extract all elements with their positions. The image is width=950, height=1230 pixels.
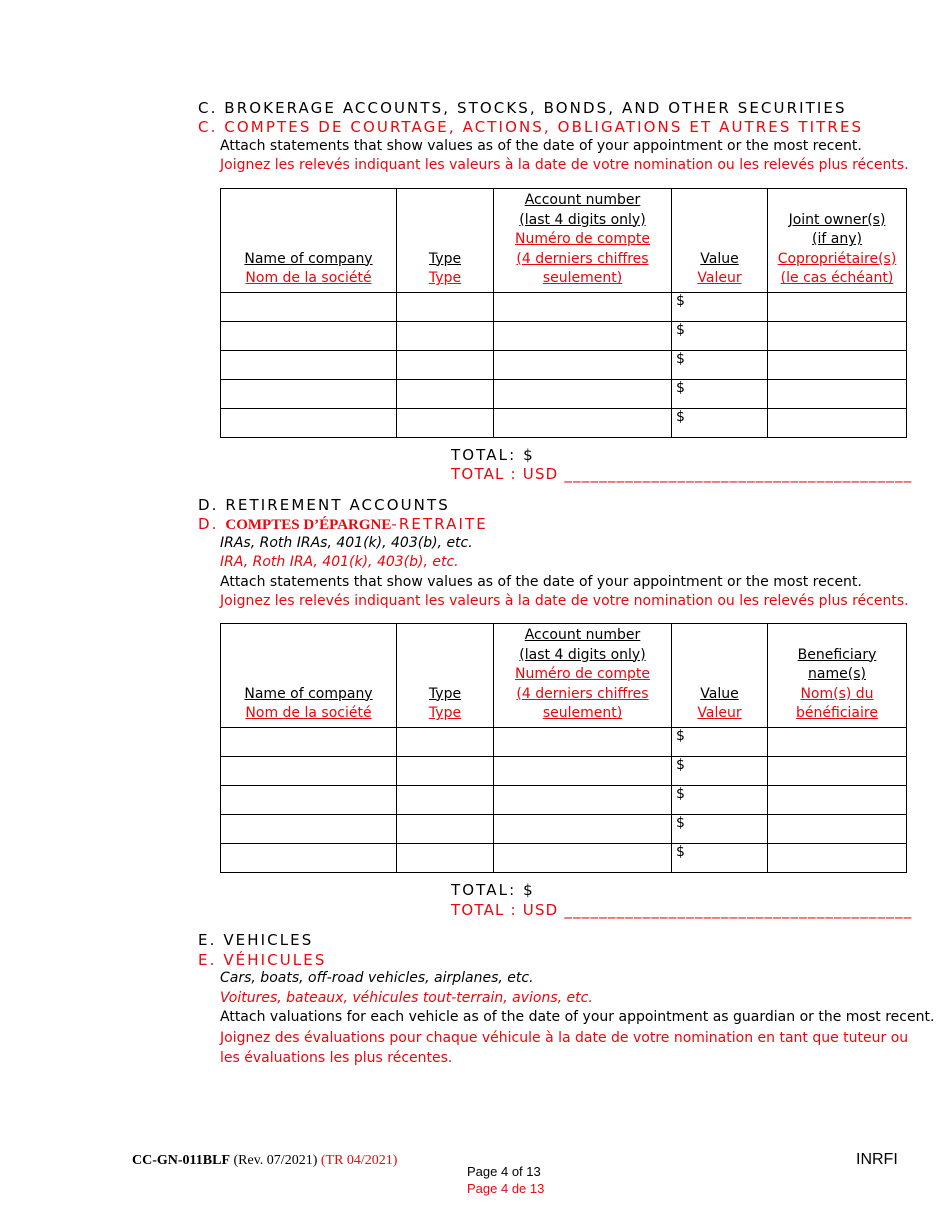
table-row bbox=[221, 757, 907, 786]
company-cell[interactable] bbox=[221, 293, 397, 322]
type-cell[interactable] bbox=[397, 844, 494, 873]
table-row bbox=[221, 351, 907, 380]
account-cell[interactable] bbox=[494, 757, 672, 786]
col-type bbox=[397, 189, 494, 293]
table-row bbox=[221, 815, 907, 844]
table-row bbox=[221, 322, 907, 351]
header-label-fr: seulement) bbox=[542, 270, 623, 287]
section-d-total-fr[interactable]: TOTAL : USD ________________________________________ bbox=[451, 901, 913, 919]
company-cell[interactable] bbox=[221, 409, 397, 438]
type-cell[interactable] bbox=[397, 728, 494, 757]
section-c-instructions: Attach statements that show values as of the date of your appointment or the most recent. bbox=[220, 138, 862, 154]
section-e-examples-fr: Voitures, bateaux, véhicules tout-terrain, avions, etc. bbox=[220, 990, 593, 1006]
section-d-instructions-fr: Joignez les relevés indiquant les valeurs à la date de votre nomination ou les relevés plus récents. bbox=[220, 593, 909, 609]
section-d-title-fr bbox=[198, 515, 488, 534]
header-label: Value bbox=[700, 685, 739, 702]
header-label-fr: (4 derniers chiffres bbox=[516, 685, 649, 702]
beneficiary-cell[interactable] bbox=[768, 815, 907, 844]
beneficiary-cell[interactable] bbox=[768, 757, 907, 786]
section-c-title: C. BROKERAGE ACCOUNTS, STOCKS, BONDS, AND OTHER SECURITIES bbox=[198, 99, 847, 117]
form-number: CC-GN-011BLF bbox=[132, 1153, 230, 1168]
value-cell[interactable]: $ bbox=[672, 844, 768, 873]
header-label: (last 4 digits only) bbox=[519, 211, 646, 228]
account-cell[interactable] bbox=[494, 844, 672, 873]
section-e-title: E. VEHICLES bbox=[198, 931, 314, 949]
header-label: Name of company bbox=[244, 685, 373, 702]
col-type bbox=[397, 624, 494, 728]
company-cell[interactable] bbox=[221, 380, 397, 409]
col-account-number bbox=[494, 189, 672, 293]
account-cell[interactable] bbox=[494, 728, 672, 757]
header-label-fr: Nom de la société bbox=[245, 270, 372, 287]
company-cell[interactable] bbox=[221, 728, 397, 757]
header-label-fr: Numéro de compte bbox=[515, 231, 650, 248]
company-cell[interactable] bbox=[221, 351, 397, 380]
section-e-title-fr: E. VÉHICULES bbox=[198, 951, 327, 969]
header-label-fr: bénéficiaire bbox=[796, 705, 878, 722]
section-d-instructions: Attach statements that show values as of the date of your appointment or the most recent. bbox=[220, 574, 862, 590]
type-cell[interactable] bbox=[397, 293, 494, 322]
value-cell[interactable]: $ bbox=[672, 786, 768, 815]
header-label-fr: Numéro de compte bbox=[515, 666, 650, 683]
account-cell[interactable] bbox=[494, 351, 672, 380]
company-cell[interactable] bbox=[221, 844, 397, 873]
beneficiary-cell[interactable] bbox=[768, 844, 907, 873]
page-number: Page 4 of 13 bbox=[467, 1164, 541, 1179]
header-label-fr: Nom(s) du bbox=[800, 685, 874, 702]
type-cell[interactable] bbox=[397, 757, 494, 786]
col-value bbox=[672, 624, 768, 728]
type-cell[interactable] bbox=[397, 786, 494, 815]
header-label: Account number bbox=[524, 192, 641, 209]
value-cell[interactable]: $ bbox=[672, 815, 768, 844]
title-bold: COMPTES D’ÉPARGNE bbox=[225, 517, 392, 533]
joint-owner-cell[interactable] bbox=[768, 380, 907, 409]
header-label: Name of company bbox=[244, 250, 373, 267]
section-d-examples-fr: IRA, Roth IRA, 401(k), 403(b), etc. bbox=[220, 554, 459, 570]
value-cell[interactable]: $ bbox=[672, 380, 768, 409]
title-suffix: -RETRAITE bbox=[391, 515, 488, 533]
table-header-row bbox=[221, 624, 907, 728]
type-cell[interactable] bbox=[397, 409, 494, 438]
header-label: Account number bbox=[524, 627, 641, 644]
header-label-fr: Nom de la société bbox=[245, 705, 372, 722]
section-e-examples: Cars, boats, off-road vehicles, airplanes, etc. bbox=[220, 970, 534, 986]
header-label-fr: Valeur bbox=[697, 705, 742, 722]
type-cell[interactable] bbox=[397, 815, 494, 844]
brokerage-accounts-table bbox=[220, 188, 907, 438]
col-account-number bbox=[494, 624, 672, 728]
account-cell[interactable] bbox=[494, 786, 672, 815]
table-row bbox=[221, 409, 907, 438]
value-cell[interactable]: $ bbox=[672, 757, 768, 786]
type-cell[interactable] bbox=[397, 351, 494, 380]
page-number-fr: Page 4 de 13 bbox=[467, 1181, 545, 1196]
col-value bbox=[672, 189, 768, 293]
header-label: Type bbox=[428, 685, 462, 702]
account-cell[interactable] bbox=[494, 380, 672, 409]
section-c-title-fr: C. COMPTES DE COURTAGE, ACTIONS, OBLIGATIONS ET AUTRES TITRES bbox=[198, 118, 864, 136]
section-e-instructions: Attach valuations for each vehicle as of the date of your appointment as guardian or the most recent. bbox=[220, 1009, 935, 1025]
header-label-fr: Copropriétaire(s) bbox=[777, 250, 897, 267]
joint-owner-cell[interactable] bbox=[768, 409, 907, 438]
table-row bbox=[221, 380, 907, 409]
section-c-total-fr[interactable]: TOTAL : USD ________________________________________ bbox=[451, 465, 913, 483]
value-cell[interactable]: $ bbox=[672, 351, 768, 380]
beneficiary-cell[interactable] bbox=[768, 786, 907, 815]
form-code: INRFI bbox=[856, 1151, 898, 1168]
col-beneficiary bbox=[768, 624, 907, 728]
col-joint-owners bbox=[768, 189, 907, 293]
header-label-fr: (4 derniers chiffres bbox=[516, 250, 649, 267]
col-name-of-company bbox=[221, 189, 397, 293]
section-c-total[interactable]: TOTAL: $ bbox=[451, 446, 535, 464]
value-cell[interactable]: $ bbox=[672, 409, 768, 438]
type-cell[interactable] bbox=[397, 322, 494, 351]
type-cell[interactable] bbox=[397, 380, 494, 409]
header-label: (last 4 digits only) bbox=[519, 646, 646, 663]
header-label: Beneficiary bbox=[797, 646, 877, 663]
form-translation-revision: (TR 04/2021) bbox=[320, 1153, 398, 1168]
header-label: Value bbox=[700, 250, 739, 267]
account-cell[interactable] bbox=[494, 815, 672, 844]
header-label: (if any) bbox=[812, 231, 862, 248]
header-label: Type bbox=[428, 250, 462, 267]
header-label-fr: Valeur bbox=[697, 270, 742, 287]
company-cell[interactable] bbox=[221, 786, 397, 815]
header-label-fr: Type bbox=[428, 270, 462, 287]
header-label: Joint owner(s) bbox=[788, 211, 886, 228]
header-label: name(s) bbox=[808, 666, 866, 683]
form-revision: (Rev. 07/2021) bbox=[230, 1153, 321, 1168]
table-row bbox=[221, 844, 907, 873]
beneficiary-cell[interactable] bbox=[768, 728, 907, 757]
account-cell[interactable] bbox=[494, 409, 672, 438]
section-c-instructions-fr: Joignez les relevés indiquant les valeurs à la date de votre nomination ou les relevés plus récents. bbox=[220, 157, 909, 173]
table-row bbox=[221, 728, 907, 757]
section-e-instructions-fr: Joignez des évaluations pour chaque véhicule à la date de votre nomination en tant que tuteur ou les évaluations les plus récentes. bbox=[220, 1030, 909, 1066]
company-cell[interactable] bbox=[221, 815, 397, 844]
table-row bbox=[221, 293, 907, 322]
section-d-total[interactable]: TOTAL: $ bbox=[451, 881, 535, 899]
account-cell[interactable] bbox=[494, 322, 672, 351]
value-cell[interactable]: $ bbox=[672, 293, 768, 322]
header-label-fr: seulement) bbox=[542, 705, 623, 722]
joint-owner-cell[interactable] bbox=[768, 351, 907, 380]
section-d-title: D. RETIREMENT ACCOUNTS bbox=[198, 496, 450, 514]
joint-owner-cell[interactable] bbox=[768, 293, 907, 322]
company-cell[interactable] bbox=[221, 757, 397, 786]
company-cell[interactable] bbox=[221, 322, 397, 351]
section-d-examples: IRAs, Roth IRAs, 401(k), 403(b), etc. bbox=[220, 535, 473, 551]
header-label-fr: Type bbox=[428, 705, 462, 722]
value-cell[interactable]: $ bbox=[672, 728, 768, 757]
form-id bbox=[132, 1153, 397, 1169]
value-cell[interactable]: $ bbox=[672, 322, 768, 351]
table-row bbox=[221, 786, 907, 815]
title-prefix: D. bbox=[198, 515, 226, 533]
table-header-row bbox=[221, 189, 907, 293]
account-cell[interactable] bbox=[494, 293, 672, 322]
joint-owner-cell[interactable] bbox=[768, 322, 907, 351]
retirement-accounts-table bbox=[220, 623, 907, 873]
col-name-of-company bbox=[221, 624, 397, 728]
header-label-fr: (le cas échéant) bbox=[780, 270, 894, 287]
